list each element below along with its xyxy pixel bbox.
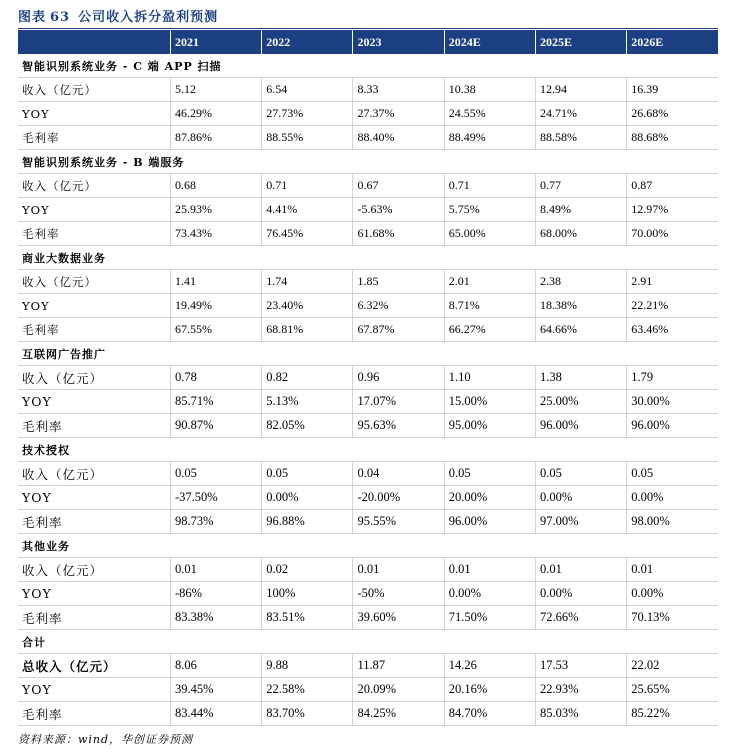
header-cell xyxy=(18,30,170,54)
value-cell: 22.21% xyxy=(627,294,718,318)
row-label: 毛利率 xyxy=(18,126,170,150)
section-header-row xyxy=(18,150,718,174)
value-cell: 73.43% xyxy=(170,222,261,246)
value-cell: 0.68 xyxy=(170,174,261,198)
value-cell: 0.71 xyxy=(262,174,353,198)
value-cell: 2.38 xyxy=(535,270,626,294)
value-cell: 19.49% xyxy=(170,294,261,318)
row-label: YOY xyxy=(18,486,170,510)
value-cell: 61.68% xyxy=(353,222,444,246)
row-label: 毛利率 xyxy=(18,414,170,438)
row-label: YOY xyxy=(18,678,170,702)
value-cell: 27.73% xyxy=(262,102,353,126)
value-cell: 0.00% xyxy=(535,486,626,510)
value-cell: -37.50% xyxy=(170,486,261,510)
value-cell: 68.81% xyxy=(262,318,353,342)
table-row xyxy=(18,654,718,678)
section-title: 智能识别系统业务 - B 端服务 xyxy=(18,150,718,174)
value-cell: 0.00% xyxy=(627,582,718,606)
value-cell: 83.51% xyxy=(262,606,353,630)
row-label: 总收入（亿元） xyxy=(18,654,170,678)
value-cell: 2.91 xyxy=(627,270,718,294)
value-cell: 0.78 xyxy=(170,366,261,390)
section-header-row xyxy=(18,342,718,366)
forecast-table xyxy=(18,30,718,726)
section-title: 商业大数据业务 xyxy=(18,246,718,270)
figure-caption: 公司收入拆分盈利预测 xyxy=(78,10,219,25)
value-cell: 90.87% xyxy=(170,414,261,438)
row-label: 毛利率 xyxy=(18,318,170,342)
value-cell: 6.32% xyxy=(353,294,444,318)
value-cell: 0.00% xyxy=(444,582,535,606)
value-cell: 84.25% xyxy=(353,702,444,726)
value-cell: 0.05 xyxy=(627,462,718,486)
source-note: 资料来源：wind，华创证券预测 xyxy=(18,733,194,746)
value-cell: 88.49% xyxy=(444,126,535,150)
value-cell: 14.26 xyxy=(444,654,535,678)
value-cell: 25.00% xyxy=(535,390,626,414)
row-label: YOY xyxy=(18,582,170,606)
value-cell: 0.05 xyxy=(444,462,535,486)
row-label: 毛利率 xyxy=(18,222,170,246)
value-cell: 8.71% xyxy=(444,294,535,318)
value-cell: 0.01 xyxy=(627,558,718,582)
value-cell: 65.00% xyxy=(444,222,535,246)
row-label: 毛利率 xyxy=(18,606,170,630)
table-row xyxy=(18,198,718,222)
value-cell: 85.22% xyxy=(627,702,718,726)
value-cell: 96.88% xyxy=(262,510,353,534)
value-cell: 0.67 xyxy=(353,174,444,198)
value-cell: 66.27% xyxy=(444,318,535,342)
value-cell: -5.63% xyxy=(353,198,444,222)
value-cell: 96.00% xyxy=(444,510,535,534)
value-cell: 39.60% xyxy=(353,606,444,630)
table-row xyxy=(18,126,718,150)
value-cell: 70.00% xyxy=(627,222,718,246)
value-cell: 85.71% xyxy=(170,390,261,414)
table-row xyxy=(18,78,718,102)
table-row xyxy=(18,462,718,486)
table-row xyxy=(18,510,718,534)
section-title: 技术授权 xyxy=(18,438,718,462)
value-cell: 17.53 xyxy=(535,654,626,678)
value-cell: 4.41% xyxy=(262,198,353,222)
section-header-row xyxy=(18,54,718,78)
value-cell: 12.94 xyxy=(535,78,626,102)
value-cell: 0.05 xyxy=(262,462,353,486)
table-row xyxy=(18,174,718,198)
value-cell: -86% xyxy=(170,582,261,606)
value-cell: 82.05% xyxy=(262,414,353,438)
table-row xyxy=(18,294,718,318)
value-cell: 0.77 xyxy=(535,174,626,198)
table-header-row xyxy=(18,30,718,54)
value-cell: 72.66% xyxy=(535,606,626,630)
value-cell: 22.58% xyxy=(262,678,353,702)
value-cell: 0.01 xyxy=(444,558,535,582)
table-row xyxy=(18,702,718,726)
value-cell: 95.63% xyxy=(353,414,444,438)
table-row xyxy=(18,318,718,342)
value-cell: 100% xyxy=(262,582,353,606)
section-header-row xyxy=(18,630,718,654)
row-label: YOY xyxy=(18,198,170,222)
row-label: 收入（亿元） xyxy=(18,558,170,582)
table-row xyxy=(18,222,718,246)
value-cell: 63.46% xyxy=(627,318,718,342)
value-cell: 16.39 xyxy=(627,78,718,102)
value-cell: 24.55% xyxy=(444,102,535,126)
value-cell: 67.55% xyxy=(170,318,261,342)
value-cell: 0.96 xyxy=(353,366,444,390)
value-cell: 85.03% xyxy=(535,702,626,726)
value-cell: 0.01 xyxy=(535,558,626,582)
row-label: 收入（亿元） xyxy=(18,78,170,102)
value-cell: 9.88 xyxy=(262,654,353,678)
table-row xyxy=(18,390,718,414)
row-label: YOY xyxy=(18,294,170,318)
value-cell: 8.33 xyxy=(353,78,444,102)
value-cell: 1.41 xyxy=(170,270,261,294)
row-label: 收入（亿元） xyxy=(18,366,170,390)
value-cell: 0.05 xyxy=(535,462,626,486)
table-row xyxy=(18,678,718,702)
row-label: 毛利率 xyxy=(18,510,170,534)
section-title: 合计 xyxy=(18,630,718,654)
value-cell: 0.82 xyxy=(262,366,353,390)
value-cell: 25.65% xyxy=(627,678,718,702)
value-cell: 1.85 xyxy=(353,270,444,294)
row-label: 毛利率 xyxy=(18,702,170,726)
title-divider xyxy=(18,28,718,29)
value-cell: 0.02 xyxy=(262,558,353,582)
value-cell: 22.93% xyxy=(535,678,626,702)
table-row xyxy=(18,558,718,582)
value-cell: 88.58% xyxy=(535,126,626,150)
header-cell: 2026E xyxy=(627,30,718,54)
value-cell: 88.68% xyxy=(627,126,718,150)
header-cell: 2021 xyxy=(170,30,261,54)
header-cell: 2025E xyxy=(535,30,626,54)
value-cell: 1.74 xyxy=(262,270,353,294)
value-cell: 70.13% xyxy=(627,606,718,630)
section-title: 互联网广告推广 xyxy=(18,342,718,366)
table-row xyxy=(18,606,718,630)
value-cell: 11.87 xyxy=(353,654,444,678)
value-cell: 26.68% xyxy=(627,102,718,126)
row-label: 收入（亿元） xyxy=(18,462,170,486)
section-header-row xyxy=(18,246,718,270)
value-cell: 97.00% xyxy=(535,510,626,534)
figure-label: 图表 xyxy=(18,10,47,25)
value-cell: 83.38% xyxy=(170,606,261,630)
section-title: 其他业务 xyxy=(18,534,718,558)
value-cell: 5.75% xyxy=(444,198,535,222)
value-cell: 25.93% xyxy=(170,198,261,222)
value-cell: 98.00% xyxy=(627,510,718,534)
header-cell: 2023 xyxy=(353,30,444,54)
section-header-row xyxy=(18,534,718,558)
value-cell: 20.16% xyxy=(444,678,535,702)
table-row xyxy=(18,366,718,390)
value-cell: 0.00% xyxy=(535,582,626,606)
value-cell: 18.38% xyxy=(535,294,626,318)
value-cell: 22.02 xyxy=(627,654,718,678)
value-cell: 8.06 xyxy=(170,654,261,678)
value-cell: 27.37% xyxy=(353,102,444,126)
value-cell: 0.00% xyxy=(262,486,353,510)
value-cell: 5.13% xyxy=(262,390,353,414)
value-cell: 0.01 xyxy=(170,558,261,582)
value-cell: 20.00% xyxy=(444,486,535,510)
value-cell: 23.40% xyxy=(262,294,353,318)
value-cell: 0.71 xyxy=(444,174,535,198)
value-cell: 30.00% xyxy=(627,390,718,414)
figure-title xyxy=(18,6,218,25)
value-cell: 64.66% xyxy=(535,318,626,342)
value-cell: 95.55% xyxy=(353,510,444,534)
value-cell: 39.45% xyxy=(170,678,261,702)
value-cell: 71.50% xyxy=(444,606,535,630)
value-cell: 88.55% xyxy=(262,126,353,150)
value-cell: 20.09% xyxy=(353,678,444,702)
value-cell: 88.40% xyxy=(353,126,444,150)
value-cell: 15.00% xyxy=(444,390,535,414)
value-cell: 83.44% xyxy=(170,702,261,726)
value-cell: 1.79 xyxy=(627,366,718,390)
value-cell: 87.86% xyxy=(170,126,261,150)
value-cell: 0.87 xyxy=(627,174,718,198)
table-row xyxy=(18,102,718,126)
value-cell: 83.70% xyxy=(262,702,353,726)
header-cell: 2024E xyxy=(444,30,535,54)
value-cell: 0.01 xyxy=(353,558,444,582)
row-label: YOY xyxy=(18,102,170,126)
value-cell: 95.00% xyxy=(444,414,535,438)
value-cell: 67.87% xyxy=(353,318,444,342)
value-cell: 8.49% xyxy=(535,198,626,222)
value-cell: 0.00% xyxy=(627,486,718,510)
value-cell: 76.45% xyxy=(262,222,353,246)
value-cell: 98.73% xyxy=(170,510,261,534)
table-row xyxy=(18,582,718,606)
header-cell: 2022 xyxy=(262,30,353,54)
value-cell: 46.29% xyxy=(170,102,261,126)
section-title: 智能识别系统业务 - C 端 APP 扫描 xyxy=(18,54,718,78)
value-cell: 5.12 xyxy=(170,78,261,102)
value-cell: 96.00% xyxy=(535,414,626,438)
value-cell: 68.00% xyxy=(535,222,626,246)
value-cell: 0.05 xyxy=(170,462,261,486)
value-cell: 0.04 xyxy=(353,462,444,486)
value-cell: 1.10 xyxy=(444,366,535,390)
value-cell: 12.97% xyxy=(627,198,718,222)
value-cell: 6.54 xyxy=(262,78,353,102)
value-cell: 17.07% xyxy=(353,390,444,414)
row-label: YOY xyxy=(18,390,170,414)
section-header-row xyxy=(18,438,718,462)
table-row xyxy=(18,270,718,294)
row-label: 收入（亿元） xyxy=(18,270,170,294)
figure-number: 63 xyxy=(50,10,71,25)
value-cell: 96.00% xyxy=(627,414,718,438)
row-label: 收入（亿元） xyxy=(18,174,170,198)
value-cell: -50% xyxy=(353,582,444,606)
table-row xyxy=(18,486,718,510)
value-cell: 10.38 xyxy=(444,78,535,102)
value-cell: 1.38 xyxy=(535,366,626,390)
value-cell: 84.70% xyxy=(444,702,535,726)
value-cell: 24.71% xyxy=(535,102,626,126)
table-row xyxy=(18,414,718,438)
value-cell: 2.01 xyxy=(444,270,535,294)
value-cell: -20.00% xyxy=(353,486,444,510)
